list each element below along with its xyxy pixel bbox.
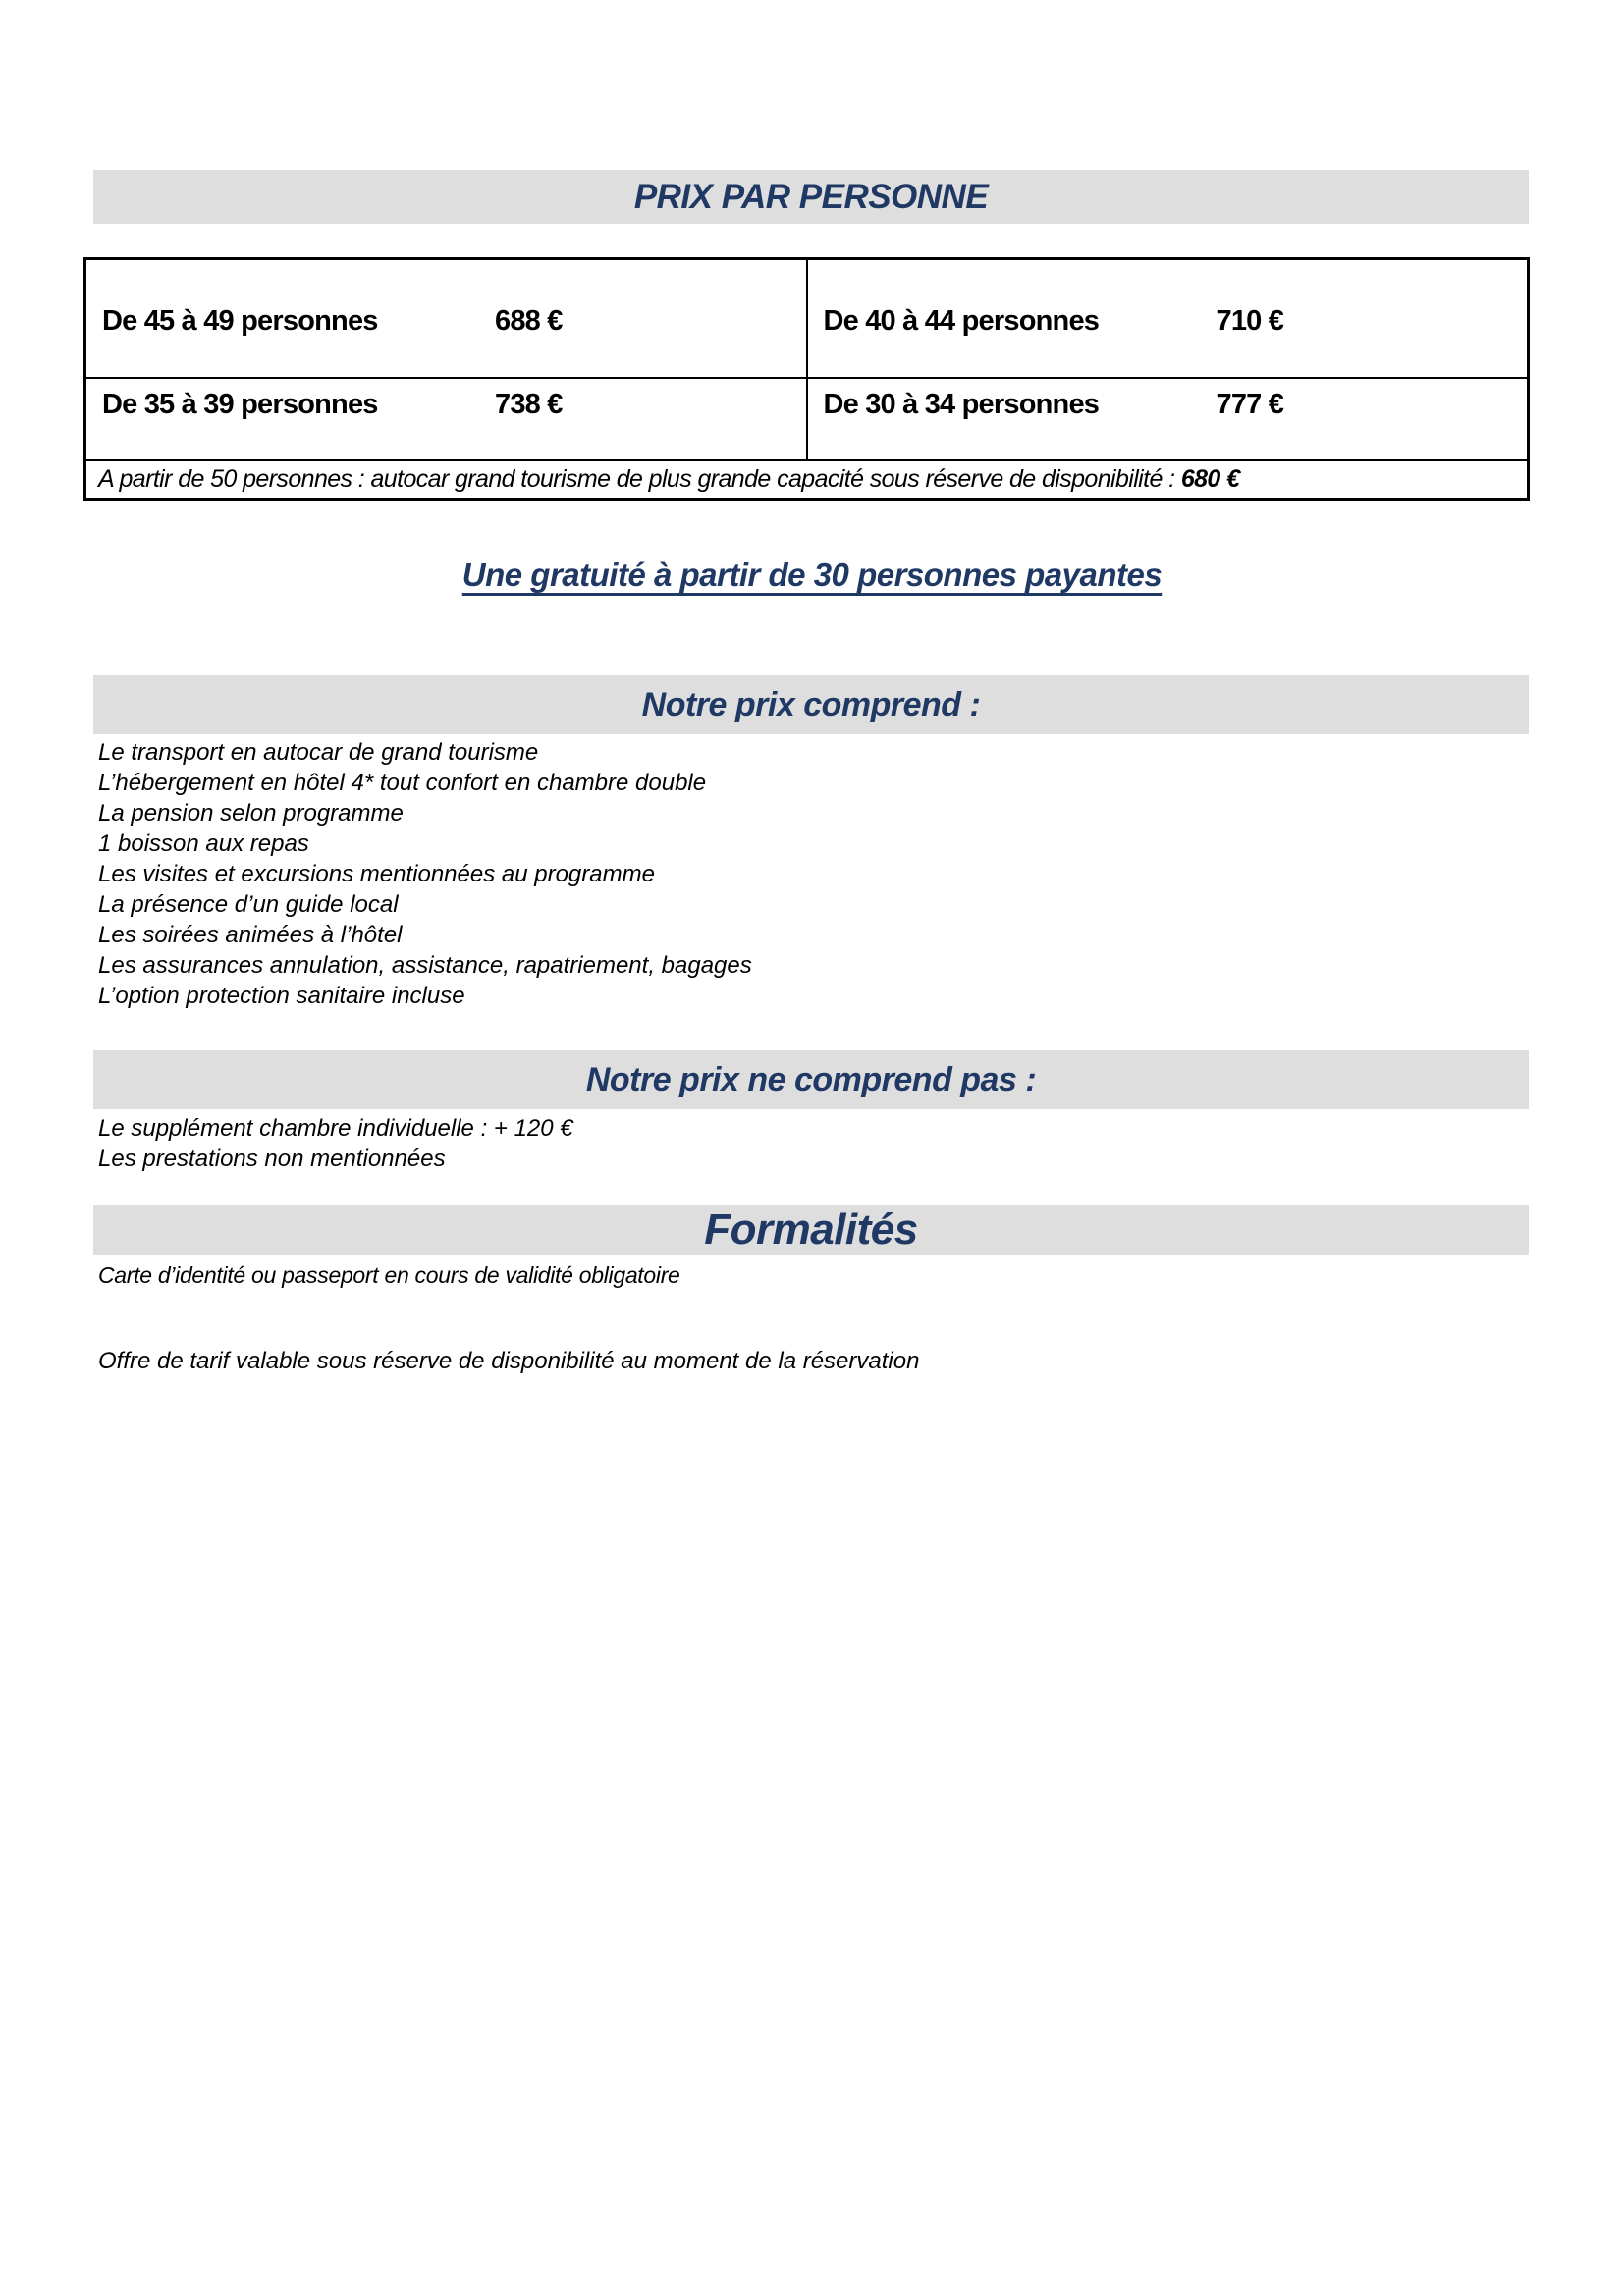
excludes-title: Notre prix ne comprend pas : <box>585 1060 1037 1098</box>
price-cell-45-49 <box>85 259 807 378</box>
formalities-title: Formalités <box>704 1205 918 1254</box>
price-cell-40-44 <box>807 259 1529 378</box>
group-size-label: De 45 à 49 personnes <box>102 305 378 337</box>
includes-band <box>93 675 1529 734</box>
formalities-note: Carte d’identité ou passeport en cours de validité obligatoire <box>98 1262 680 1288</box>
price-value: 777 € <box>1216 388 1284 420</box>
price-table <box>83 257 1530 501</box>
formalities-band <box>93 1205 1529 1255</box>
list-item: Les soirées animées à l’hôtel <box>98 922 403 948</box>
includes-list <box>98 737 752 1011</box>
list-item: Les assurances annulation, assistance, rapatriement, bagages <box>98 952 752 979</box>
price-footnote-cell <box>85 460 1529 500</box>
list-item: Le supplément chambre individuelle : + 120 € <box>98 1115 573 1142</box>
price-value: 738 € <box>495 388 563 420</box>
excludes-band <box>93 1050 1529 1109</box>
list-item: La présence d’un guide local <box>98 891 399 918</box>
list-item: L’hébergement en hôtel 4* tout confort en chambre double <box>98 770 707 796</box>
price-value: 710 € <box>1216 305 1284 337</box>
list-item: L’option protection sanitaire incluse <box>98 983 465 1009</box>
group-size-label: De 40 à 44 personnes <box>823 305 1100 337</box>
group-size-label: De 35 à 39 personnes <box>102 388 378 420</box>
footnote-price: 680 € <box>1180 464 1240 493</box>
list-item: Les visites et excursions mentionnées au programme <box>98 861 655 887</box>
excludes-list <box>98 1113 573 1174</box>
footnote-text: A partir de 50 personnes : autocar grand tourisme de plus grande capacité sous réserve de disponibilité : <box>98 464 1181 493</box>
group-size-label: De 30 à 34 personnes <box>823 388 1100 420</box>
price-value: 688 € <box>495 305 563 337</box>
list-item: Le transport en autocar de grand tourisme <box>98 739 539 766</box>
price-cell-35-39 <box>85 378 807 460</box>
price-per-person-title: PRIX PAR PERSONNE <box>633 177 989 216</box>
list-item: La pension selon programme <box>98 800 404 827</box>
gratuity-heading-text: Une gratuité à partir de 30 personnes payantes <box>461 557 1163 593</box>
price-table-footnote-row <box>85 460 1529 500</box>
validity-note: Offre de tarif valable sous réserve de disponibilité au moment de la réservation <box>98 1348 920 1374</box>
includes-title: Notre prix comprend : <box>641 685 981 723</box>
price-cell-30-34 <box>807 378 1529 460</box>
list-item: 1 boisson aux repas <box>98 830 309 857</box>
price-table-row <box>85 378 1529 460</box>
gratuity-heading <box>0 557 1624 594</box>
list-item: Les prestations non mentionnées <box>98 1146 446 1172</box>
price-table-row <box>85 259 1529 378</box>
price-per-person-band <box>93 170 1529 224</box>
